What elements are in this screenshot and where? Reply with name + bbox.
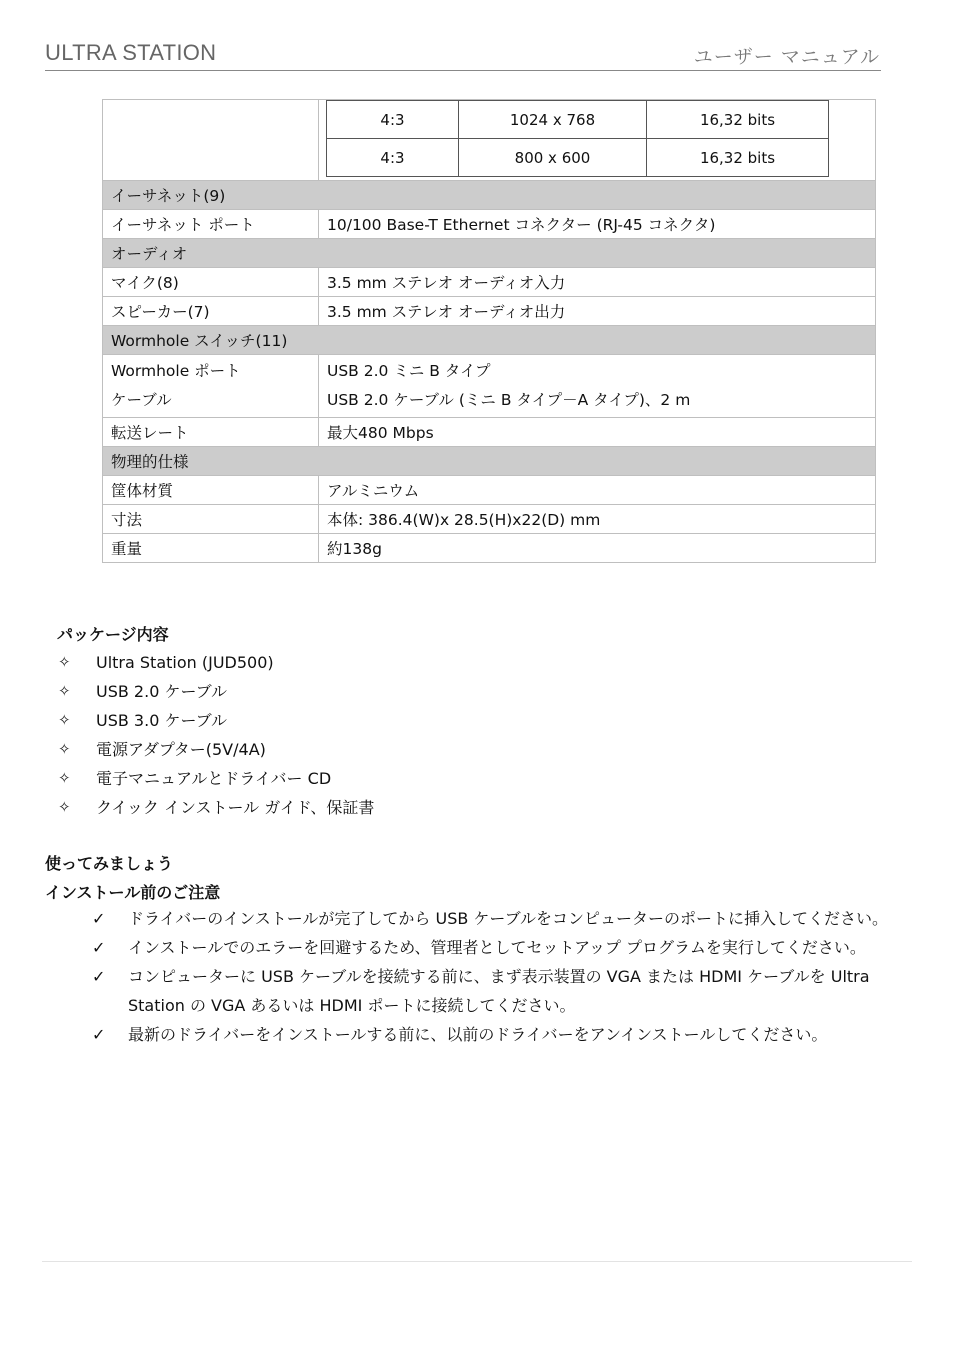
- spec-label: Wormhole ポート: [111, 362, 241, 380]
- list-item: [58, 735, 374, 764]
- spec-value: USB 2.0 ケーブル (ミニ B タイプ－A タイプ)、2 m: [327, 391, 691, 409]
- package-item: 電子マニュアルとドライバー CD: [96, 769, 332, 788]
- note-text: ドライバーのインストールが完了してから USB ケーブルをコンピューターのポートに挿入してください。: [128, 909, 888, 928]
- list-item: [92, 962, 916, 1020]
- list-item: [58, 677, 374, 706]
- resolution-table-row: [327, 139, 829, 177]
- list-item: [92, 933, 916, 962]
- section-title: Wormhole スイッチ(11): [103, 326, 876, 355]
- package-item: 電源アダプター(5V/4A): [96, 740, 266, 759]
- res-resolution: 1024 x 768: [459, 101, 647, 139]
- spec-row: [103, 268, 876, 297]
- spec-value: 最大480 Mbps: [319, 418, 876, 447]
- spec-row: [103, 355, 876, 418]
- package-list: [58, 648, 374, 822]
- note-text: 最新のドライバーをインストールする前に、以前のドライバーをアンインストールしてください。: [128, 1025, 828, 1044]
- list-item: [92, 1020, 916, 1049]
- package-title: パッケージ内容: [57, 625, 169, 644]
- section-row-ethernet: [103, 181, 876, 210]
- diamond-bullet-icon: ✧: [58, 798, 71, 816]
- res-ratio: 4:3: [327, 101, 459, 139]
- spec-row: [103, 534, 876, 563]
- list-item: [58, 793, 374, 822]
- spec-row: [103, 505, 876, 534]
- spec-row: [103, 476, 876, 505]
- checkmark-icon: ✓: [92, 938, 106, 957]
- spec-value-multi: [319, 355, 876, 418]
- note-text: コンピューターに USB ケーブルを接続する前に、まず表示装置の VGA または HDMI ケーブルを Ultra Station の VGA あるいは HDMI ポートに接続してください。: [128, 967, 870, 1015]
- package-item: USB 3.0 ケーブル: [96, 711, 228, 730]
- spec-value: 約138g: [319, 534, 876, 563]
- spec-label: マイク(8): [103, 268, 319, 297]
- diamond-bullet-icon: ✧: [58, 740, 71, 758]
- install-notes-list: [92, 904, 916, 1049]
- spec-value: 3.5 mm ステレオ オーディオ入力: [319, 268, 876, 297]
- section-row-audio: [103, 239, 876, 268]
- diamond-bullet-icon: ✧: [58, 711, 71, 729]
- package-item: クイック インストール ガイド、保証書: [96, 798, 375, 817]
- diamond-bullet-icon: ✧: [58, 653, 71, 671]
- checkmark-icon: ✓: [92, 1025, 106, 1044]
- section-title: 物理的仕様: [103, 447, 876, 476]
- spec-label: イーサネット ポート: [103, 210, 319, 239]
- diamond-bullet-icon: ✧: [58, 769, 71, 787]
- spec-table-wrap: [102, 99, 876, 563]
- spec-row: [103, 297, 876, 326]
- spec-value: 本体: 386.4(W)x 28.5(H)x22(D) mm: [319, 505, 876, 534]
- spec-row: [103, 210, 876, 239]
- list-item: [58, 648, 374, 677]
- spec-row: [103, 418, 876, 447]
- package-item: USB 2.0 ケーブル: [96, 682, 228, 701]
- spec-label: 筐体材質: [103, 476, 319, 505]
- spec-table: [102, 99, 876, 563]
- list-item: [58, 764, 374, 793]
- footer-divider: [42, 1261, 912, 1262]
- spec-value: アルミニウム: [319, 476, 876, 505]
- spec-label: 転送レート: [103, 418, 319, 447]
- res-ratio: 4:3: [327, 139, 459, 177]
- diamond-bullet-icon: ✧: [58, 682, 71, 700]
- header-divider: [45, 70, 881, 71]
- spec-value: 3.5 mm ステレオ オーディオ出力: [319, 297, 876, 326]
- note-text: インストールでのエラーを回避するため、管理者としてセットアップ プログラムを実行してください。: [128, 938, 866, 957]
- list-item: [92, 904, 916, 933]
- header-doc-title: ユーザー マニュアル: [693, 46, 880, 68]
- checkmark-icon: ✓: [92, 909, 106, 928]
- section-title: オーディオ: [103, 239, 876, 268]
- resolution-row: [103, 100, 876, 181]
- resolution-table-row: [327, 101, 829, 139]
- list-item: [58, 706, 374, 735]
- res-color: 16,32 bits: [647, 101, 829, 139]
- section-row-wormhole: [103, 326, 876, 355]
- spec-label-multi: [103, 355, 319, 418]
- res-color: 16,32 bits: [647, 139, 829, 177]
- spec-label: 寸法: [103, 505, 319, 534]
- resolution-cell: [319, 100, 876, 181]
- install-notes-title: インストール前のご注意: [45, 883, 221, 902]
- spec-value: 10/100 Base-T Ethernet コネクター (RJ-45 コネクタ): [319, 210, 876, 239]
- getting-started-title: 使ってみましょう: [45, 854, 174, 873]
- spec-label: スピーカー(7): [103, 297, 319, 326]
- header-brand: ULTRA STATION: [45, 40, 217, 65]
- section-row-physical: [103, 447, 876, 476]
- resolution-label-cell: [103, 100, 319, 181]
- spec-value: USB 2.0 ミニ B タイプ: [327, 362, 491, 380]
- checkmark-icon: ✓: [92, 967, 106, 986]
- package-item: Ultra Station (JUD500): [96, 653, 274, 672]
- res-resolution: 800 x 600: [459, 139, 647, 177]
- spec-label: ケーブル: [111, 391, 172, 409]
- section-title: イーサネット(9): [103, 181, 876, 210]
- resolution-table: [326, 100, 829, 177]
- spec-label: 重量: [103, 534, 319, 563]
